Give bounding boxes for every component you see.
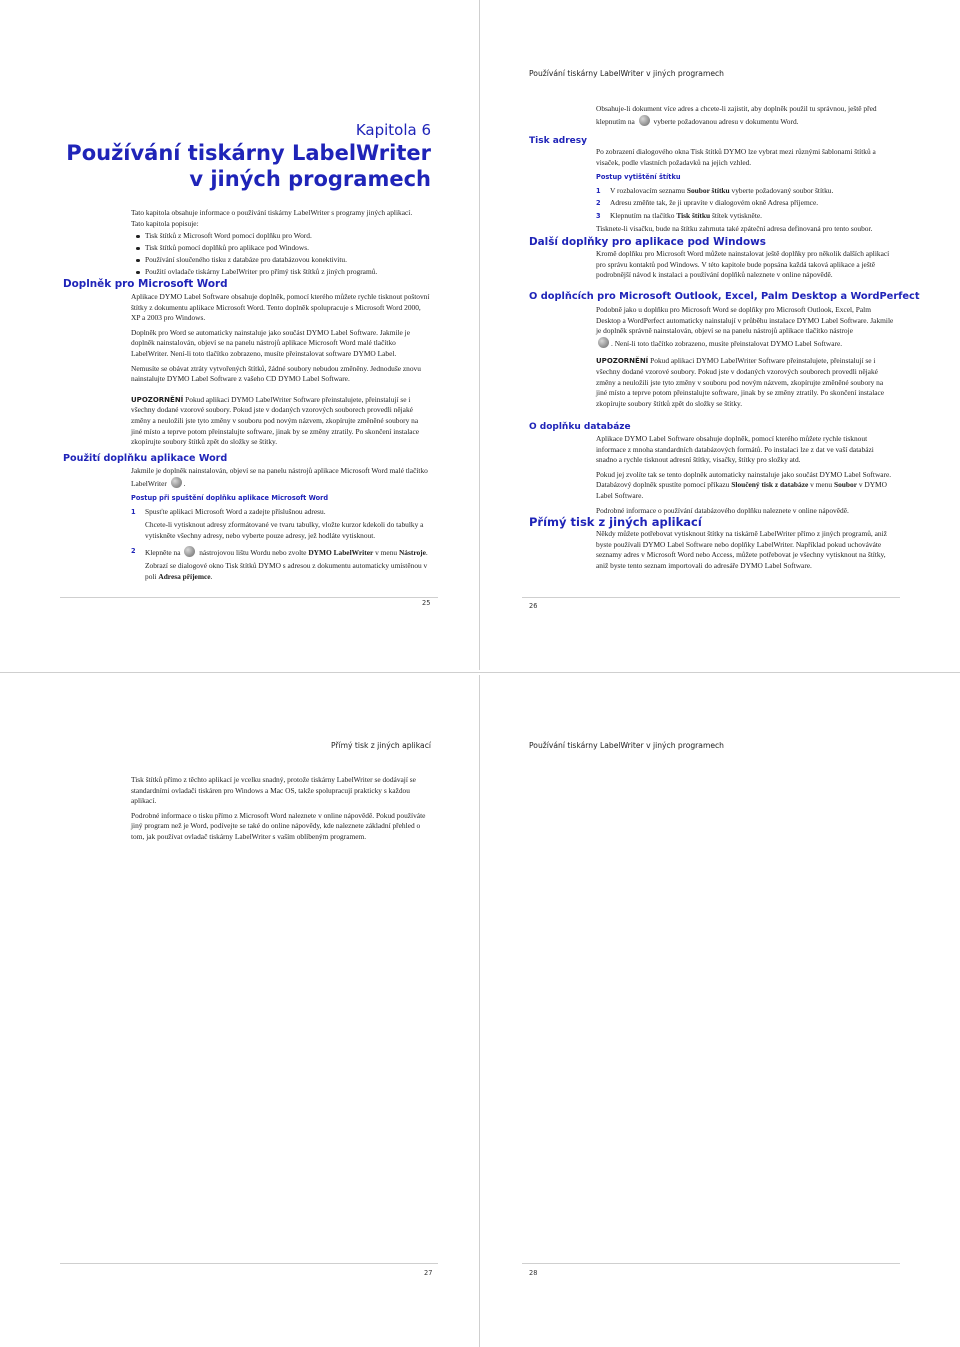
paragraph: Tisknete-li visačku, bude na štítku zahrnuta také zpáteční adresa definovaná pro tento soubor. bbox=[596, 223, 873, 233]
procedure-step bbox=[596, 198, 896, 209]
text-run: v menu bbox=[810, 480, 833, 490]
text-run: Zobrazí se dialogové okno Tisk štítků DYMO s adresou z dokumentu automaticky umístěnou v poli bbox=[145, 561, 428, 581]
paragraph: Tisk štítků přímo z těchto aplikací je vcelku snadný, protože tiskárny LabelWriter se dodávají se standardními ovladači tiskáren pro Windows a Mac OS, takže spolupracují prakticky s každou aplikací. bbox=[131, 775, 416, 806]
footer-rule bbox=[60, 597, 438, 598]
procedure-label: Postup při spuštění doplňku aplikace Microsoft Word bbox=[131, 494, 329, 503]
intro-text: Tato kapitola obsahuje informace o používání tiskárny LabelWriter s programy jiných aplikací. bbox=[131, 208, 413, 217]
text-run: Není-li toto tlačítko zobrazeno, musíte přeinstalovat DYMO Label Software. bbox=[614, 338, 843, 348]
list-item: Tisk štítků z Microsoft Word pomocí doplňku pro Word. bbox=[134, 231, 431, 242]
list-item: Použití ovladače tiskárny LabelWriter pro přímý tisk štítků z jiných programů. bbox=[134, 267, 431, 278]
spread-gutter-top bbox=[479, 0, 480, 670]
other-addins-body: Kromě doplňku pro Microsoft Word můžete nainstalovat ještě doplňky pro několik dalších aplikací pro správu kontaktů pod Windows. V této kapitole bude popsána každá taková aplikace a ještě podrobnější návod k instalaci a používání doplňků naleznete v online nápovědě. bbox=[596, 249, 890, 280]
paragraph: Po zobrazení dialogového okna Tisk štítků DYMO lze vybrat mezi různými šablonami štítků a visaček, podle vlastních požadavků na jejich vzhled. bbox=[596, 147, 876, 167]
text-run: nástrojovou lištu Wordu nebo zvolte bbox=[199, 547, 307, 557]
note bbox=[131, 395, 431, 448]
intro-bullet-list bbox=[134, 231, 431, 278]
section-heading-other-addins: Další doplňky pro aplikace pod Windows bbox=[529, 236, 766, 248]
paragraph bbox=[596, 470, 896, 502]
paragraph: Podrobné informace o tisku přímo z Microsoft Word naleznete v online nápovědě. Pokud používáte jiný program než je Word, podívejte se také do online nápovědy, kde naleznete základní přehled o tom, jak používat ovladač tiskárny LabelWriter s vaším oblíbeným programem. bbox=[131, 810, 426, 841]
text-run: V rozbalovacím seznamu bbox=[610, 185, 685, 195]
text-bold: Soubor bbox=[833, 480, 857, 490]
word-addin-body bbox=[131, 292, 431, 452]
list-item: Tisk štítků pomocí doplňků pro aplikace pod Windows. bbox=[134, 243, 431, 254]
text-bold: Nástroje bbox=[398, 547, 426, 557]
use-word-addin-body bbox=[131, 466, 431, 582]
side-heading-database-addin: O doplňku databáze bbox=[529, 422, 631, 432]
paragraph: Jakmile je doplněk nainstalován, objeví se na panelu nástrojů aplikace Microsoft Word malé tlačítko LabelWriter . bbox=[131, 466, 428, 488]
note-label: UPOZORNĚNÍ bbox=[131, 395, 184, 404]
step-text: Klepněte na nástrojovou lištu Wordu nebo zvolte DYMO LabelWriter v menu Nástroje. bbox=[145, 547, 428, 557]
text-run: Klepnutím na tlačítko bbox=[610, 210, 675, 220]
text-run: vyberte požadovanou adresu v dokumentu Word. bbox=[653, 116, 799, 126]
spread-gutter-bottom bbox=[479, 675, 480, 1347]
page-25 bbox=[0, 0, 479, 670]
list-item: Používání sloučeného tisku z databáze pro databázovou konektivitu. bbox=[134, 255, 431, 266]
paragraph: Aplikace DYMO Label Software obsahuje doplněk, pomocí kterého můžete rychle tisknout informace z mnoha standardních databázových formátů. Po instalaci lze z dat ve vaší databázi snadno a rychle tisknout adresní štítky, visačky, štítky pro složky atd. bbox=[596, 434, 874, 465]
step-number: 3 bbox=[596, 211, 601, 220]
step-number: 2 bbox=[131, 546, 136, 555]
text-bold: Soubor štítku bbox=[686, 185, 730, 195]
side-heading-print-address: Tisk adresy bbox=[529, 136, 587, 146]
section-heading-use-word-addin: Použití doplňku aplikace Word bbox=[63, 453, 228, 464]
note-text: Pokud aplikaci DYMO LabelWriter Software přeinstalujete, přeinstalují se i všechny dodané vzorové soubory. Pokud jste v dodaných vzorových souborech provedli nějaké změny a neuložili jste tyto změny v souboru pod novým názvem, zkopírujte změněné soubory na jiné místo a teprve potom přeinstalujte software, jinak by se změny ztratily. Po skončení instalace zkopírujte soubory štítků zpět do složky se štítky. bbox=[596, 356, 885, 408]
paragraph: Doplněk pro Word se automaticky nainstaluje jako součást DYMO Label Software. Jakmile je doplněk nainstalován, objeví se na panelu nástrojů aplikace Microsoft Word malé tlačítko LabelWriter. Není-li toto tlačítko zobrazeno, musíte přeinstalovat software DYMO Label. bbox=[131, 327, 411, 358]
page-26 bbox=[480, 0, 960, 670]
spread-separator bbox=[0, 672, 960, 673]
footer-rule bbox=[60, 1263, 438, 1264]
chapter-number: Kapitola 6 bbox=[355, 121, 431, 139]
step-number: 2 bbox=[596, 199, 601, 208]
text-run: v menu bbox=[375, 547, 398, 557]
step-detail: Chcete-li vytisknout adresy zformátované ve tvaru tabulky, vložte kurzor kdekoli do tabulky a vytiskněte všechny adresy, nebo vyberte pouze adresy, jež hodláte vytisknout. bbox=[145, 520, 424, 540]
text-run: Obsahuje-li dokument více adres a chcete-li zajistit, aby doplněk použil tu správnou, ještě před klepnutím na bbox=[596, 104, 877, 126]
labelwriter-button-icon bbox=[598, 337, 609, 348]
text-run: štítek vytiskněte. bbox=[711, 210, 763, 220]
footer-rule bbox=[522, 1263, 900, 1264]
text-bold: Adresa příjemce bbox=[158, 571, 211, 581]
outlook-addins-body bbox=[596, 305, 896, 413]
note-label: UPOZORNĚNÍ bbox=[596, 357, 649, 366]
procedure-step bbox=[596, 186, 896, 197]
text-run: vyberte požadovaný soubor štítku. bbox=[731, 185, 834, 195]
section-heading-direct-print: Přímý tisk z jiných aplikací bbox=[529, 515, 702, 529]
chapter-title-line-2: v jiných programech bbox=[189, 167, 431, 191]
text-run: Adresu změňte tak, že ji upravíte v dialogovém okně Adresa příjemce. bbox=[610, 198, 819, 208]
section-heading-outlook-addins: O doplňcích pro Microsoft Outlook, Excel, Palm Desktop a WordPerfect bbox=[529, 291, 920, 302]
text-bold: Sloučený tisk z databáze bbox=[731, 480, 809, 490]
step-detail: Zobrazí se dialogové okno Tisk štítků DYMO s adresou z dokumentu automaticky umístěnou v poli Adresa příjemce. bbox=[145, 561, 428, 581]
page-27 bbox=[0, 675, 479, 1347]
note-text: Pokud aplikaci DYMO LabelWriter Software přeinstalujete, přeinstalují se i všechny dodané vzorové soubory. Pokud jste v dodaných vzorových souborech provedli nějaké změny a neuložili jste tyto změny v souboru pod novým názvem, zkopírujte změněné soubory na jiné místo a teprve potom přeinstalujte software, jinak by se změny ztratily. Po skončení instalace zkopírujte soubory štítků zpět do složky se štítky. bbox=[131, 394, 420, 447]
step-number: 1 bbox=[596, 186, 601, 195]
text-run: Podobně jako u doplňku pro Microsoft Word se doplňky pro Microsoft Outlook, Excel, Palm Desktop a WordPerfect automaticky nainstalují v průběhu instalace DYMO Label Software. Jakmile je doplněk správně nainstalován, objeví se na panelu nástrojů aplikace tlačítko nástroje bbox=[596, 305, 894, 336]
labelwriter-button-icon bbox=[171, 477, 182, 488]
intro-paragraph bbox=[596, 104, 896, 127]
text-run: v DYMO Label Software. bbox=[596, 480, 887, 500]
intro-text: Jakmile je doplněk nainstalován, objeví se na panelu nástrojů aplikace Microsoft Word malé tlačítko LabelWriter bbox=[131, 466, 428, 488]
labelwriter-button-icon bbox=[639, 115, 650, 126]
step-text: Spusťte aplikaci Microsoft Word a zadejte příslušnou adresu. bbox=[145, 506, 326, 516]
text-bold: Tisk štítku bbox=[676, 210, 711, 220]
paragraph: Nemusíte se obávat ztráty vytvořených štítků, žádné soubory nebudou změněny. Jednoduše znovu nainstalujte DYMO Label Software z vašeho CD DYMO Label Software. bbox=[131, 363, 421, 384]
procedure-step bbox=[131, 507, 431, 542]
text-run: Pokud jej zvolíte tak se tento doplněk automaticky nainstaluje jako součást DYMO Label Software. Databázový doplněk spustíte pomocí příkazu bbox=[596, 469, 892, 490]
paragraph: Podobně jako u doplňku pro Microsoft Word se doplňky pro Microsoft Outlook, Excel, Palm Desktop a WordPerfect automaticky nainstalují v průběhu instalace DYMO Label Software. Jakmile je doplněk správně nainstalován, objeví se na panelu nástrojů aplikace tlačítko nástroje . Není-li toto tlačítko zobrazeno, musíte přeinstalovat DYMO Label Software. bbox=[596, 305, 894, 348]
running-header: Používání tiskárny LabelWriter v jiných programech bbox=[529, 69, 724, 78]
chapter-title-line-1: Používání tiskárny LabelWriter bbox=[66, 141, 431, 165]
direct-print-body: Někdy můžete potřebovat vytisknout štítky na tiskárně LabelWriter přímo z jiných programů, aniž byste používali DYMO Label Software nebo doplňky LabelWriter. Například pokud uchováváte seznamy adres v Microsoft Word nebo Access, můžete potřebovat je všechny vytisknout na štítky, aniž byste tento seznam importovali do adresáře DYMO Label Software. bbox=[596, 529, 887, 570]
procedure-label: Postup vytištění štítku bbox=[596, 173, 681, 182]
database-addin-body bbox=[596, 434, 896, 520]
procedure-step bbox=[131, 546, 431, 583]
page-number: 27 bbox=[424, 1269, 433, 1277]
footer-rule bbox=[522, 597, 900, 598]
chapter-intro bbox=[131, 208, 431, 278]
text-run: Klepněte na bbox=[145, 547, 181, 557]
direct-print-continued bbox=[131, 775, 431, 847]
page-28 bbox=[480, 675, 960, 1347]
intro-lead: Tato kapitola popisuje: bbox=[131, 218, 199, 228]
section-heading-word-addin: Doplněk pro Microsoft Word bbox=[63, 278, 228, 290]
procedure-step bbox=[596, 211, 896, 222]
print-address-body bbox=[596, 147, 896, 238]
running-header: Používání tiskárny LabelWriter v jiných programech bbox=[529, 741, 724, 750]
step-number: 1 bbox=[131, 507, 136, 516]
labelwriter-button-icon bbox=[184, 546, 195, 557]
note bbox=[596, 356, 896, 409]
page-number: 25 bbox=[422, 599, 431, 607]
paragraph: Podrobné informace o používání databázového doplňku naleznete v online nápovědě. bbox=[596, 505, 849, 515]
paragraph: Aplikace DYMO Label Software obsahuje doplněk, pomocí kterého můžete rychle tisknout poštovní štítky z dokumentu aplikace Microsoft Word. Tento doplněk spolupracuje s Microsoft Word 2000, XP a 2003 pro Windows. bbox=[131, 292, 430, 323]
running-header: Přímý tisk z jiných aplikací bbox=[330, 741, 431, 750]
page-number: 26 bbox=[529, 602, 538, 610]
page-number: 28 bbox=[529, 1269, 538, 1277]
text-bold: DYMO LabelWriter bbox=[308, 547, 374, 557]
